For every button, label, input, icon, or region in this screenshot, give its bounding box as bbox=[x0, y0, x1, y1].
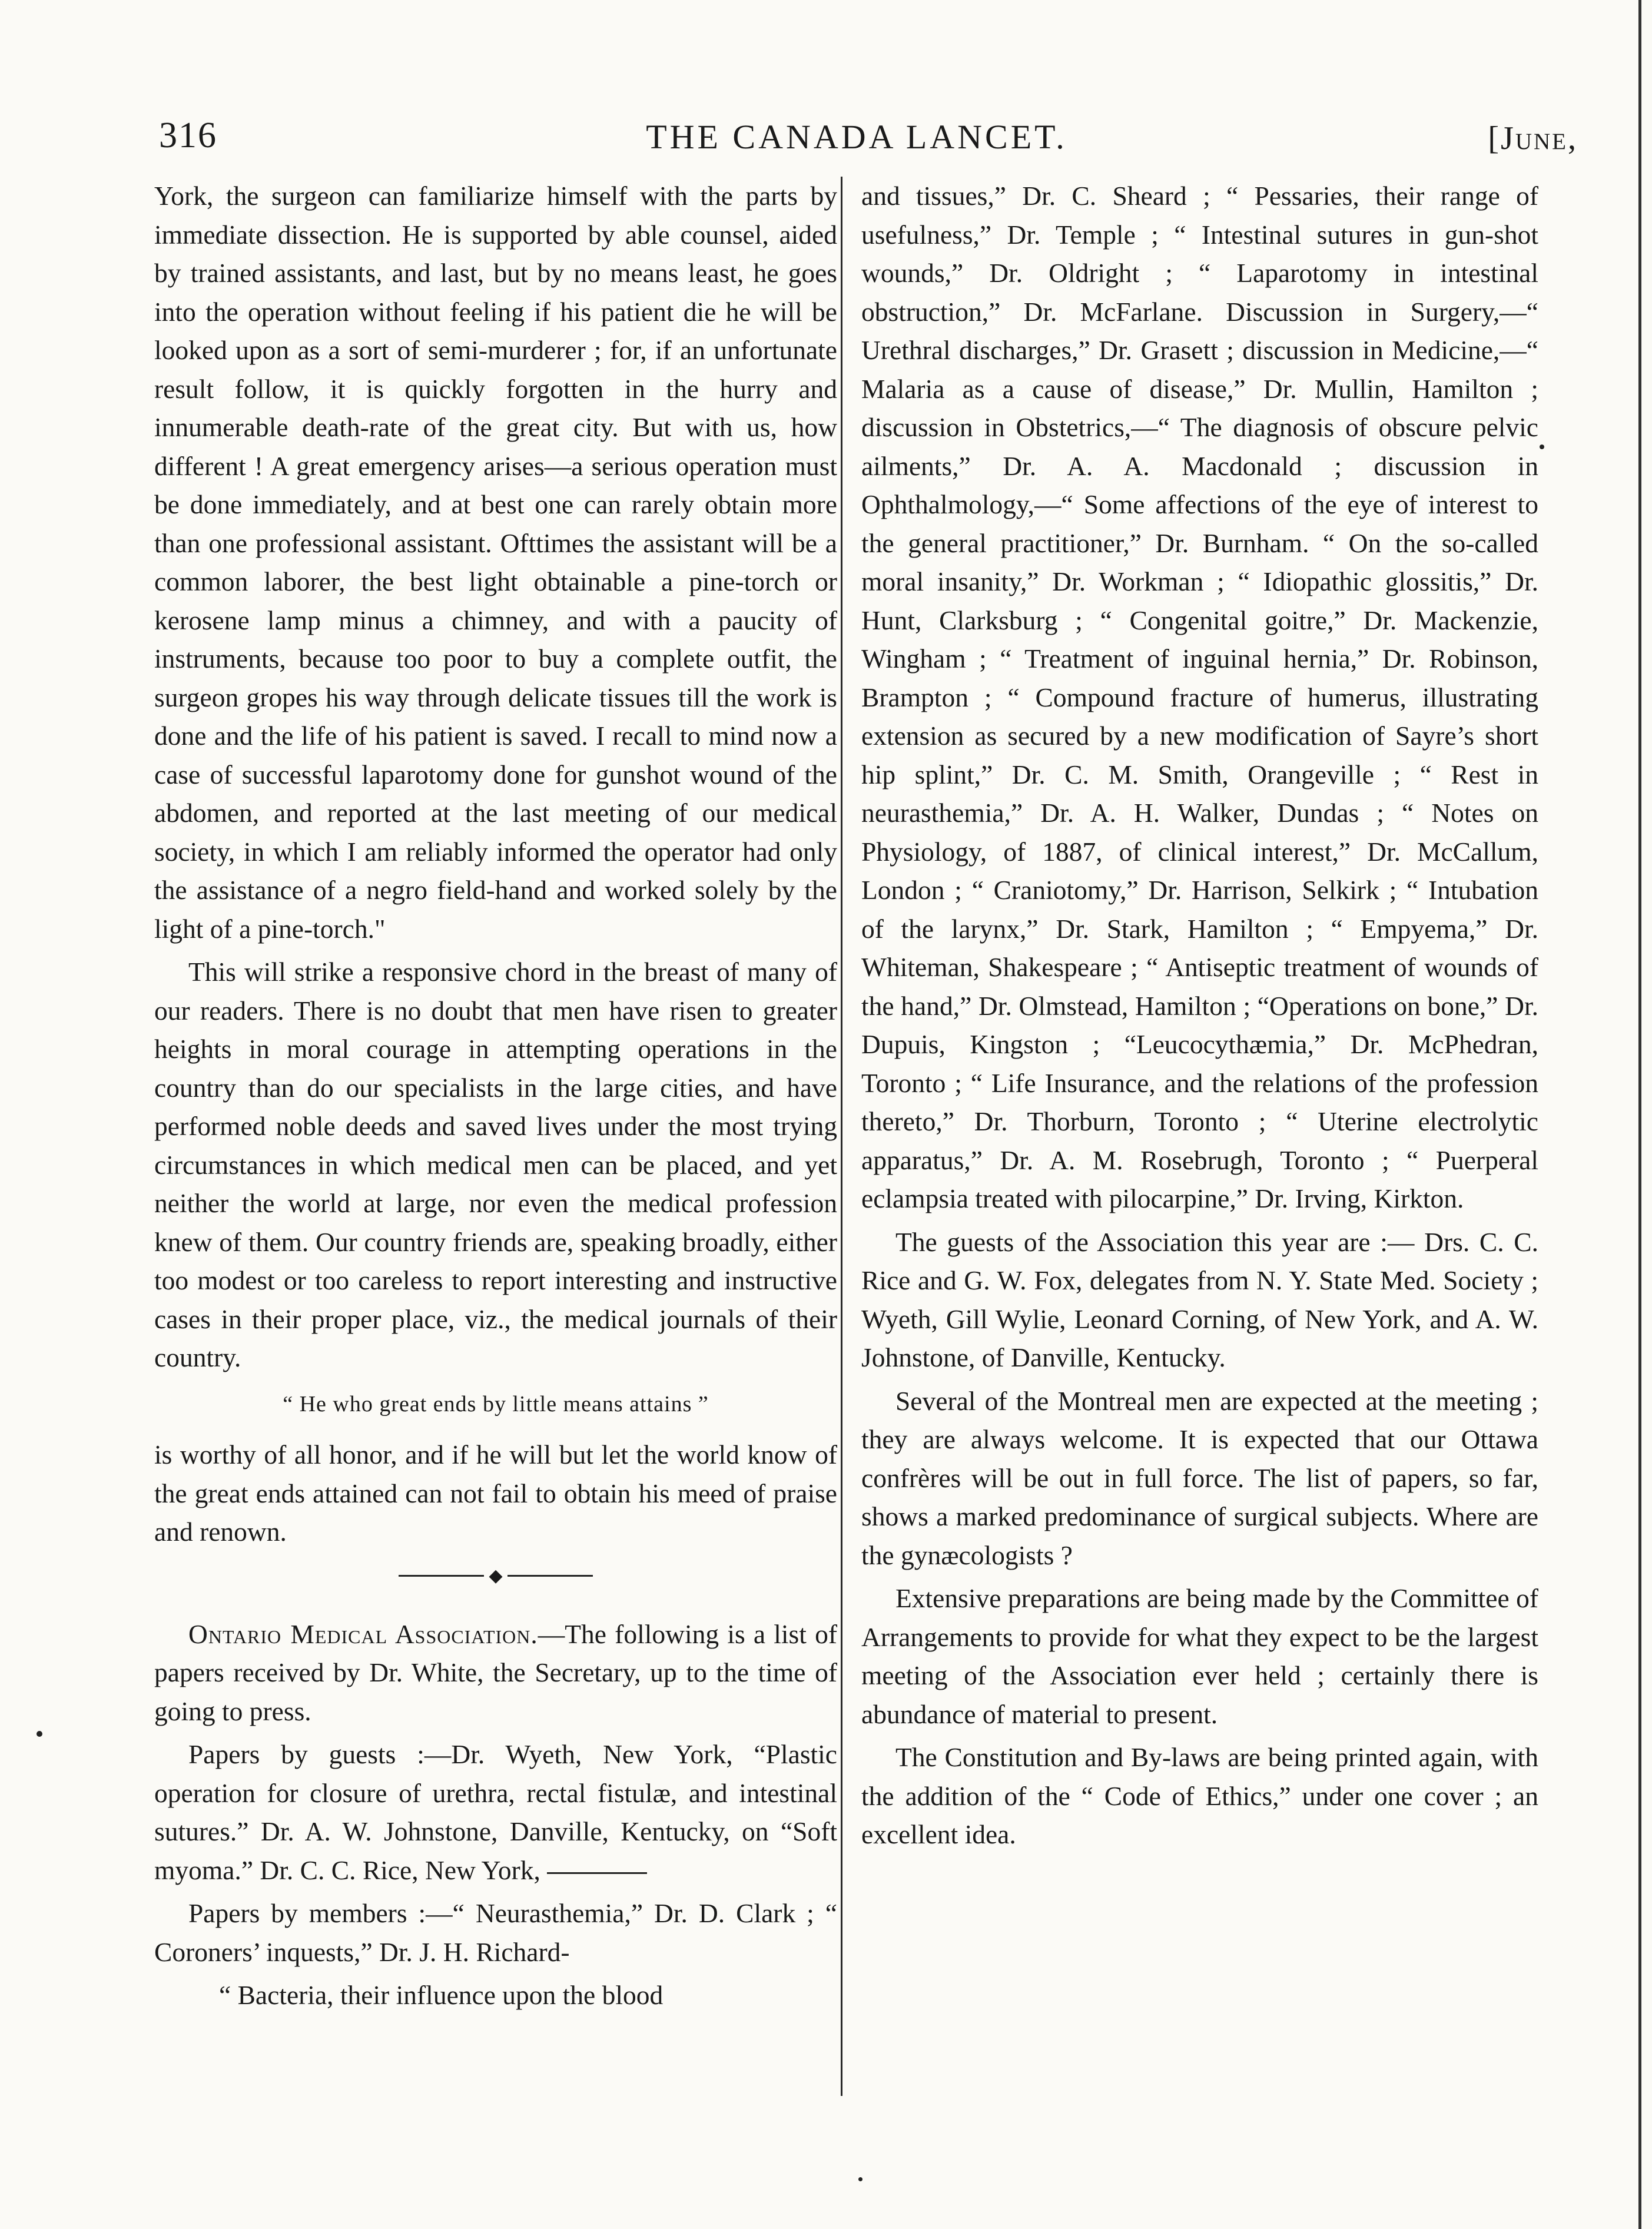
right-column bbox=[861, 177, 1538, 1859]
scan-speck bbox=[1540, 445, 1544, 449]
paragraph: Papers by members :—“ Neurasthemia,” Dr. D. Clark ; “ Coroners’ inquests,” Dr. J. H. Richard- bbox=[154, 1898, 837, 1967]
paragraph: York, the surgeon can familiarize himself with the parts by immediate dissection. He is supported by able counsel, aided by trained assistants, and last, but by no means least, he goes into the operation without feeling if his patient die he will be looked upon as a sort of semi-murderer ; for, if an unfortunate result follow, it is quickly forgotten in the hurry and innumerable death-rate of the great city. But with us, how different ! A great emergency arises—a serious operation must be done immediately, and at best one can rarely obtain more than one professional assistant. Ofttimes the assistant will be a common laborer, the best light obtainable a pine-torch or kerosene lamp minus a chimney, and with a paucity of instruments, because too poor to buy a complete outfit, the surgeon gropes his way through delicate tissues till the work is done and the life of his patient is saved. I recall to mind now a case of successful laparotomy done for gunshot wound of the abdomen, and reported at the last meeting of our medical society, in which I am reliably informed the operator had only the assistance of a negro field-hand and worked solely by the light of a pine-torch." bbox=[154, 181, 837, 944]
paragraph: This will strike a responsive chord in the breast of many of our readers. There is no doubt that men have risen to greater heights in moral courage in attempting operations in the country than do our specialists in the large cities, and have performed noble deeds and saved lives under the most trying circumstances in which medical men can be placed, and yet neither the world at large, nor even the medical profession knew of them. Our country friends are, speaking broadly, either too modest or too careless to report interesting and instructive cases in their proper place, viz., the medical journals of their country. bbox=[154, 957, 837, 1372]
section-paragraph bbox=[154, 1615, 837, 1731]
scan-speck bbox=[37, 1731, 42, 1737]
paragraph: Extensive preparations are being made by the Committee of Arrangements to provide for what they expect to be the largest meeting of the Association ever held ; certainly there is abundance of material to present. bbox=[861, 1583, 1538, 1729]
page-number: 316 bbox=[159, 115, 217, 155]
paragraph: is worthy of all honor, and if he will but let the world know of the great ends attained can not fail to obtain his meed of praise and renown. bbox=[154, 1439, 837, 1547]
guest-papers-text: Papers by guests :—Dr. Wyeth, New York, “Plastic operation for closure of urethra, rectal fistulæ, and intestinal sutures.” Dr. A. W. Johnstone, Danville, Kentucky, on “Soft myoma.” Dr. C. C. Rice, New York, bbox=[154, 1739, 837, 1885]
journal-title: THE CANADA LANCET. bbox=[646, 118, 1067, 156]
running-header bbox=[159, 115, 1578, 168]
divider-line bbox=[507, 1575, 593, 1577]
paragraph: and tissues,” Dr. C. Sheard ; “ Pessaries, their range of usefulness,” Dr. Temple ; “ Intestinal sutures in gun-shot wounds,” Dr. Oldright ; “ Laparotomy in intestinal obstruction,” Dr. McFarlane. Discussion in Surgery,—“ Urethral discharges,” Dr. Grasett ; discussion in Medicine,—“ Malaria as a cause of disease,” Dr. Mullin, Hamilton ; discussion in Obstetrics,—“ The diagnosis of obscure pelvic ailments,” Dr. A. A. Macdonald ; discussion in Ophthalmology,—“ Some affections of the eye of interest to the general practitioner,” Dr. Burnham. “ On the so-called moral insanity,” Dr. Workman ; “ Idiopathic glossitis,” Dr. Hunt, Clarksburg ; “ Congenital goitre,” Dr. Mackenzie, Wingham ; “ Treatment of inguinal hernia,” Dr. Robinson, Brampton ; “ Compound fracture of humerus, illustrating extension as secured by a new modification of Sayre’s short hip splint,” Dr. C. M. Smith, Orangeville ; “ Rest in neurasthemia,” Dr. A. H. Walker, Dundas ; “ Notes on Physiology, of 1887, of clinical interest,” Dr. McCallum, London ; “ Craniotomy,” Dr. Harrison, Selkirk ; “ Intubation of the larynx,” Dr. Stark, Hamilton ; “ Empyema,” Dr. Whiteman, Shakespeare ; “ Antiseptic treatment of wounds of the hand,” Dr. Olmstead, Hamilton ; “Operations on bone,” Dr. Dupuis, Kingston ; “Leucocythæmia,” Dr. McPhedran, Toronto ; “ Life Insurance, and the relations of the profession thereto,” Dr. Thorburn, Toronto ; “ Uterine electrolytic apparatus,” Dr. A. M. Rosebrugh, Toronto ; “ Puerperal eclampsia treated with pilocarpine,” Dr. Irving, Kirkton. bbox=[861, 181, 1538, 1213]
paragraph: The Constitution and By-laws are being printed again, with the addition of the “ Code of Ethics,” under one cover ; an excellent idea. bbox=[861, 1742, 1538, 1849]
scan-speck bbox=[858, 2177, 863, 2181]
divider-line bbox=[399, 1575, 484, 1577]
scan-edge-rule bbox=[1638, 0, 1641, 2229]
column-divider bbox=[841, 177, 842, 2096]
section-text: —The following is a list of papers received by Dr. White, the Secretary, up to the time of going to press. bbox=[154, 1618, 837, 1726]
quotation: “ He who great ends by little means attains ” bbox=[283, 1391, 709, 1417]
paragraph: The guests of the Association this year are :— Drs. C. C. Rice and G. W. Fox, delegates from N. Y. State Med. Society ; Wyeth, Gill Wylie, Leonard Corning, of New York, and A. W. Johnstone, of Danville, Kentucky. bbox=[861, 1226, 1538, 1372]
section-heading: Ontario Medical Association. bbox=[188, 1618, 538, 1649]
left-column bbox=[154, 177, 837, 2019]
paragraph bbox=[154, 1735, 837, 1889]
paragraph: Several of the Montreal men are expected at the meeting ; they are always welcome. It is expected that our Ottawa confrères will be out in full force. The list of papers, so far, shows a marked predominance of surgical subjects. Where are the gynæcologists ? bbox=[861, 1385, 1538, 1570]
divider-ornament-icon: ◆ bbox=[489, 1565, 503, 1585]
blank-rule bbox=[547, 1872, 647, 1874]
paragraph: “ Bacteria, their influence upon the blood bbox=[219, 1980, 664, 2010]
section-divider bbox=[154, 1558, 837, 1594]
issue-month: [June, bbox=[1488, 120, 1578, 157]
